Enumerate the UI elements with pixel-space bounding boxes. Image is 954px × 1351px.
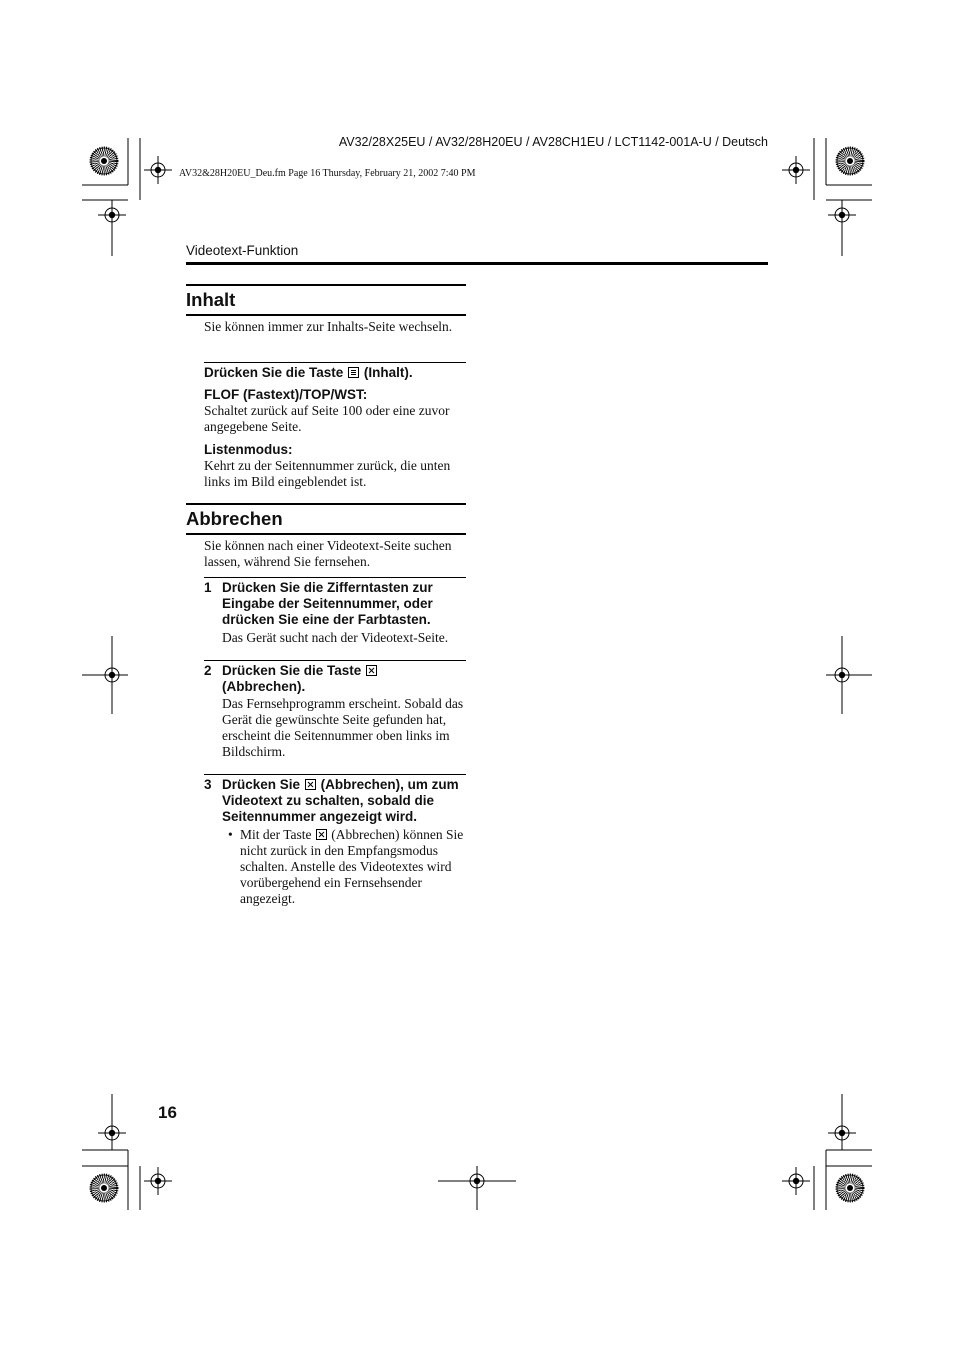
step3-bullet-pre: Mit der Taste: [240, 827, 312, 842]
abbrechen-rule-bottom: [186, 533, 466, 535]
inhalt-rule-bottom: [186, 314, 466, 316]
index-key-icon: [348, 367, 359, 378]
step2-divider: [204, 660, 466, 661]
step3-divider: [204, 774, 466, 775]
step1-text: Das Gerät sucht nach der Videotext-Seite.: [222, 630, 449, 645]
step3-instruction: [222, 777, 466, 825]
cancel-key-icon: [366, 665, 377, 676]
file-info: AV32&28H20EU_Deu.fm Page 16 Thursday, February 21, 2002 7:40 PM: [179, 168, 476, 179]
abbrechen-intro: Sie können nach einer Videotext-Seite suchen lassen, während Sie fernsehen.: [204, 538, 452, 569]
inhalt-instruction-pre: Drücken Sie die Taste: [204, 365, 344, 380]
cancel-key-icon: [305, 779, 316, 790]
step1-divider: [204, 577, 466, 578]
bullet-dot: •: [228, 827, 233, 842]
mode1-label: FLOF (Fastext)/TOP/WST:: [204, 387, 368, 402]
step3-instruction-post: (Abbrechen), um zum Videotext zu schalten, sobald die Seitennummer angezeigt wird.: [222, 777, 459, 824]
mode2-label: Listenmodus:: [204, 442, 293, 457]
step3-bullet-post: (Abbrechen) können Sie nicht zurück in den Empfangsmodus schalten. Anstelle des Videotextes wird vorübergehend ein Fernsehsender angezeigt.: [240, 827, 464, 906]
abbrechen-rule-top: [186, 503, 466, 505]
step3-number: 3: [204, 777, 212, 792]
inhalt-divider: [204, 362, 466, 363]
mode2-text: Kehrt zu der Seitennummer zurück, die unten links im Bild eingeblendet ist.: [204, 458, 451, 489]
step2-instruction: [222, 663, 422, 695]
abbrechen-title: Abbrechen: [186, 508, 283, 529]
mode1-text: Schaltet zurück auf Seite 100 oder eine zuvor angegebene Seite.: [204, 403, 450, 434]
step3-instruction-pre: Drücken Sie: [222, 777, 301, 792]
step2-instruction-post: (Abbrechen).: [222, 679, 306, 694]
inhalt-title: Inhalt: [186, 289, 236, 310]
inhalt-intro: Sie können immer zur Inhalts-Seite wechseln.: [204, 319, 453, 334]
cancel-key-icon: [316, 829, 327, 840]
inhalt-rule-top: [186, 284, 466, 286]
step2-number: 2: [204, 663, 212, 678]
step3-bullet: [240, 827, 466, 907]
step2-instruction-pre: Drücken Sie die Taste: [222, 663, 362, 678]
step1-number: 1: [204, 580, 212, 595]
page-number: 16: [158, 1103, 177, 1122]
inhalt-instruction-post: (Inhalt).: [363, 365, 413, 380]
step2-text: Das Fernsehprogramm erscheint. Sobald das Gerät die gewünschte Seite gefunden hat, erscheint die Seitennummer oben links im Bildschirm.: [222, 696, 464, 759]
inhalt-instruction: [204, 365, 466, 381]
header-rule: [186, 262, 768, 265]
section-header: Videotext-Funktion: [186, 243, 299, 258]
step1-instruction: Drücken Sie die Zifferntasten zur Eingabe der Seitennummer, oder drücken Sie eine der Farbtasten.: [222, 580, 433, 627]
document-model-header: AV32/28X25EU / AV32/28H20EU / AV28CH1EU / LCT1142-001A-U / Deutsch: [338, 135, 768, 149]
